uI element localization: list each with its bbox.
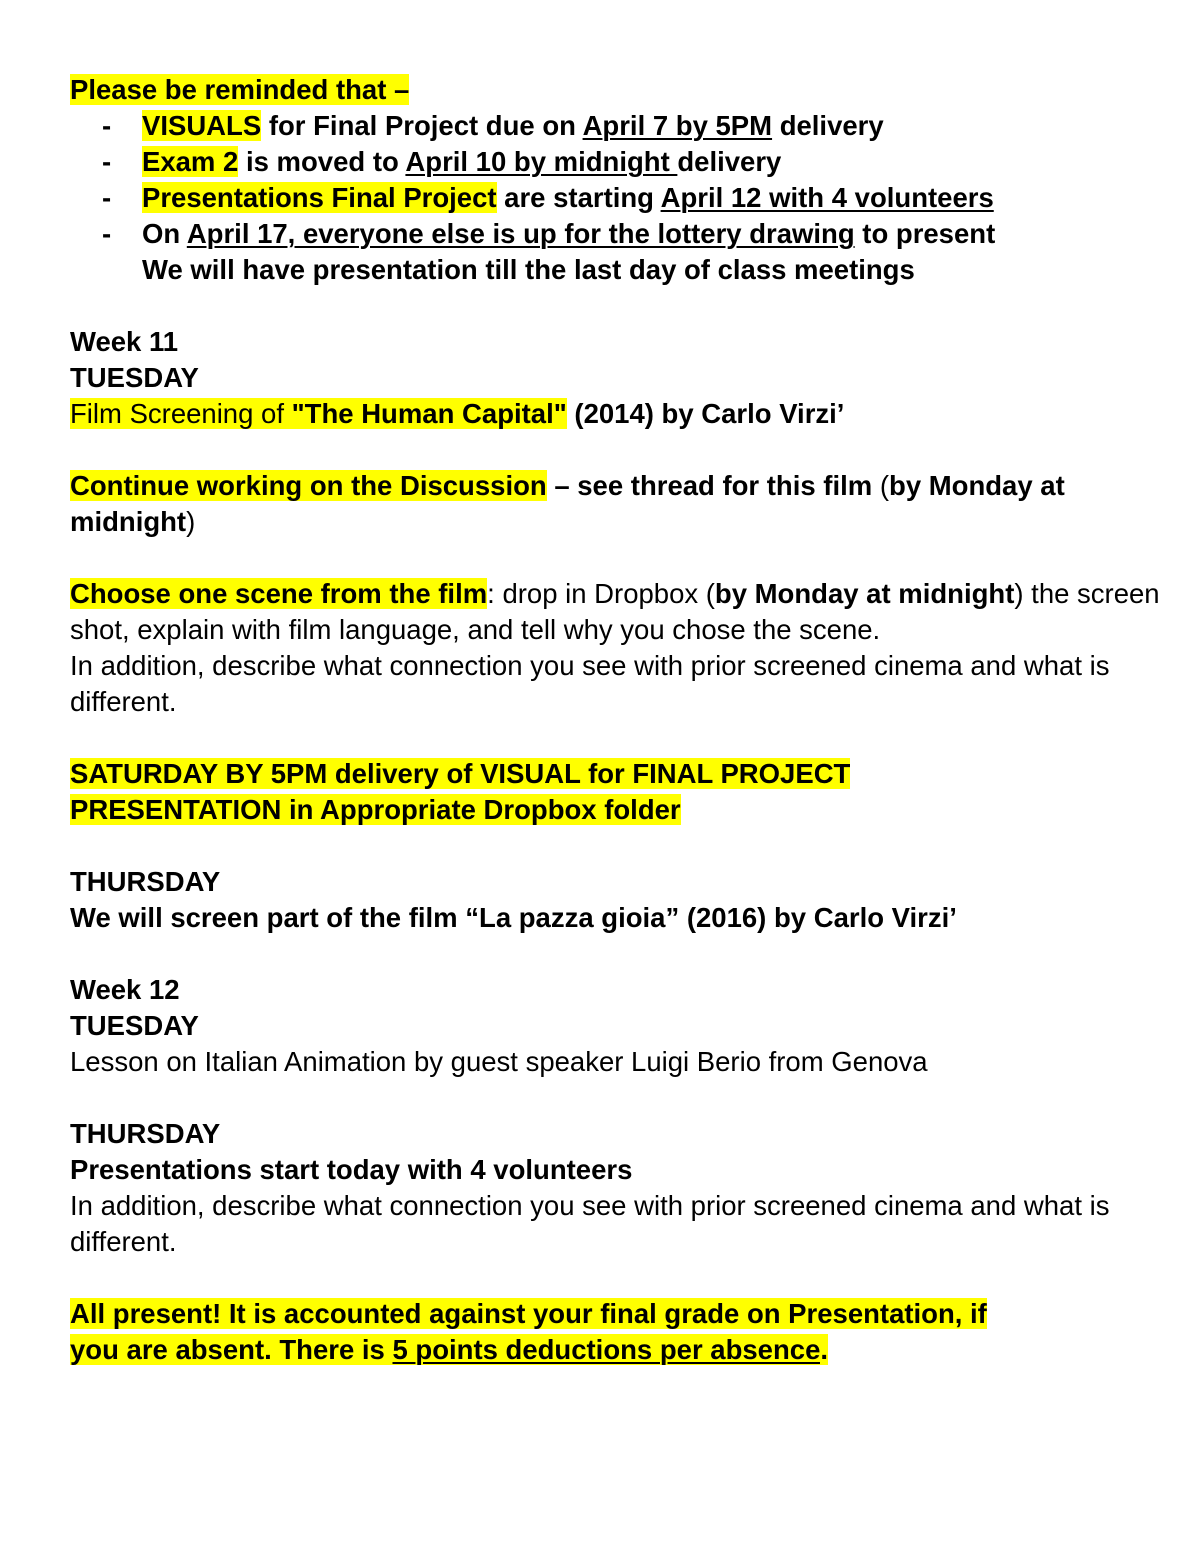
closing-notice [70, 1296, 1160, 1368]
week-11-tuesday-heading: TUESDAY [70, 362, 199, 393]
week-12-heading: Week 12 [70, 974, 180, 1005]
reminder-highlight: VISUALS [142, 110, 262, 141]
reminder-item-lottery [70, 216, 1160, 252]
closing-line-1: All present! It is accounted against your final grade on Presentation, if [70, 1298, 987, 1329]
absence-deduction: 5 points deductions per absence [392, 1334, 821, 1365]
reminder-date: April 17, everyone else is up for the lottery drawing [186, 218, 855, 249]
reminder-text: for Final Project due on [261, 110, 583, 141]
reminder-text: are starting [496, 182, 661, 213]
film-info: (2014) by Carlo Virzi’ [566, 398, 845, 429]
scene-text: : drop in Dropbox ( [487, 578, 715, 609]
week-11-addition: In addition, describe what connection you see with prior screened cinema and what is different. [70, 650, 1110, 717]
discussion-deadline: by Monday at midnight [70, 470, 1065, 537]
week-12-tuesday-text: Lesson on Italian Animation by guest speaker Luigi Berio from Genova [70, 1046, 928, 1077]
paren: ) [186, 506, 196, 537]
reminder-highlight: Presentations Final Project [142, 182, 497, 213]
scene-highlight: Choose one scene from the film [70, 578, 488, 609]
week-12-addition: In addition, describe what connection you see with prior screened cinema and what is different. [70, 1190, 1110, 1257]
reminder-item-exam [70, 144, 1160, 180]
week-11-thursday-text: We will screen part of the film “La pazza gioia” (2016) by Carlo Virzi’ [70, 902, 957, 933]
reminder-intro-text: Please be reminded that – [70, 74, 410, 105]
film-title: "The Human Capital" [291, 398, 567, 429]
reminder-text: is moved to [238, 146, 406, 177]
reminder-intro [70, 72, 1160, 108]
closing-line-2: you are absent. There is [70, 1334, 393, 1365]
reminder-text: to present [854, 218, 996, 249]
reminder-item-presentations [70, 180, 1160, 216]
week-12-tuesday-heading: TUESDAY [70, 1010, 199, 1041]
scene-deadline: by Monday at midnight [714, 578, 1015, 609]
week-12-thursday-heading: THURSDAY [70, 1118, 221, 1149]
document-body [70, 72, 1160, 1368]
discussion-highlight: Continue working on the Discussion [70, 470, 547, 501]
reminder-text: delivery [677, 146, 782, 177]
week-12-thursday-bold: Presentations start today with 4 volunteers [70, 1154, 633, 1185]
week-11-heading: Week 11 [70, 326, 179, 357]
reminder-text: delivery [772, 110, 884, 141]
scene-text: ) the screen shot, explain with film language, and tell why you chose the scene. [70, 578, 1160, 645]
reminder-text: On [142, 218, 187, 249]
saturday-line-2: PRESENTATION in Appropriate Dropbox folder [70, 794, 681, 825]
reminder-date: April 10 by midnight [405, 146, 678, 177]
week-11-thursday-heading: THURSDAY [70, 866, 221, 897]
reminder-date: April 12 with 4 volunteers [660, 182, 994, 213]
saturday-deadline [70, 756, 1160, 828]
saturday-line-1: SATURDAY BY 5PM delivery of VISUAL for FINAL PROJECT [70, 758, 851, 789]
discussion-instruction [70, 468, 1160, 540]
reminder-item-visuals [70, 108, 1160, 144]
paren: ( [879, 470, 890, 501]
film-screening-label: Film Screening of [70, 398, 292, 429]
scene-instruction [70, 576, 1160, 648]
discussion-text: – see thread for this film [546, 470, 880, 501]
reminder-highlight: Exam 2 [142, 146, 239, 177]
reminder-continuation: We will have presentation till the last day of class meetings [142, 254, 915, 285]
closing-period: . [820, 1334, 828, 1365]
week-11-film-screening [70, 396, 1160, 432]
reminder-date: April 7 by 5PM [582, 110, 773, 141]
reminder-list [70, 108, 1160, 252]
